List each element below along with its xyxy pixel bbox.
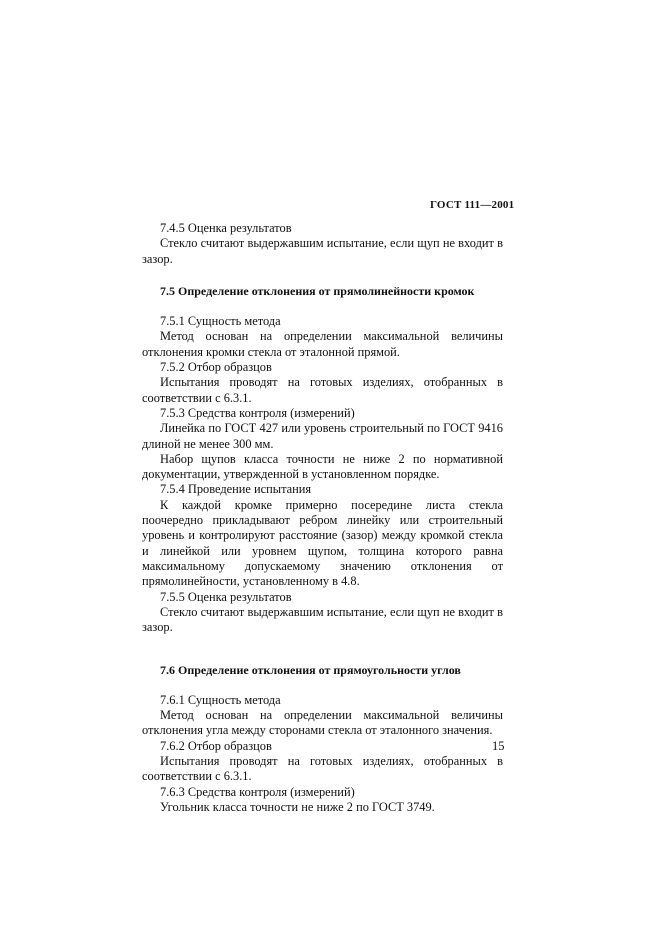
document-body: [142, 221, 503, 815]
paragraph-7-5-1: Метод основан на определении максимальной величины отклонения кромки стекла от эталонной прямой.: [142, 329, 503, 359]
paragraph-7-6-2: Испытания проводят на готовых изделиях, отобранных в соответствии с 6.3.1.: [142, 753, 503, 784]
paragraph-7-6-1: Метод основан на определении максимальной величины отклонения угла между сторонами стекла от эталонного значения.: [142, 708, 503, 738]
subsection-title-7-6-1: 7.6.1 Сущность метода: [160, 692, 281, 707]
paragraph-7-5-3-ruler: Линейка по ГОСТ 427 или уровень строительный по ГОСТ 9416 длиной не менее 300 мм.: [142, 421, 503, 451]
page-number: 15: [492, 739, 505, 753]
subsection-title-7-6-2: 7.6.2 Отбор образцов: [160, 738, 272, 753]
paragraph-7-5-3-feelers: Набор щупов класса точности не ниже 2 по нормативной документации, утвержденной в установленном порядке.: [142, 451, 503, 482]
subsection-title-7-5-5: 7.5.5 Оценка результатов: [160, 589, 292, 604]
subsection-title-7-5-2: 7.5.2 Отбор образцов: [160, 360, 272, 375]
paragraph-7-4-5: Стекло считают выдержавшим испытание, если щуп не входит в зазор.: [142, 236, 503, 266]
subsection-title-7-6-3: 7.6.3 Средства контроля (измерений): [160, 784, 355, 799]
section-heading-7-6: 7.6 Определение отклонения от прямоугольности углов: [160, 663, 461, 678]
paragraph-7-5-5: Стекло считают выдержавшим испытание, если щуп не входит в зазор.: [142, 604, 503, 635]
paragraph-7-5-4: К каждой кромке примерно посередине листа стекла поочередно прикладывают ребром линейку или строительный уровень и контролируют расстояние (зазор) между кромкой стекла и линейкой или уровнем щупом, толщина которого равна максимальному допускаемому значению отклонения от прямолинейности, установленному в 4.8.: [142, 497, 503, 589]
paragraph-7-6-3: Угольник класса точности не ниже 2 по ГОСТ 3749.: [160, 799, 435, 814]
subsection-title-7-5-1: 7.5.1 Сущность метода: [160, 314, 281, 329]
paragraph-7-5-2: Испытания проводят на готовых изделиях, отобранных в соответствии с 6.3.1.: [142, 375, 503, 405]
section-heading-7-5: 7.5 Определение отклонения от прямолинейности кромок: [160, 283, 475, 298]
subsection-title-7-5-4: 7.5.4 Проведение испытания: [160, 482, 312, 497]
subsection-title-7-4-5: 7.4.5 Оценка результатов: [160, 221, 292, 235]
document-code: ГОСТ 111—2001: [430, 199, 515, 211]
subsection-title-7-5-3: 7.5.3 Средства контроля (измерений): [160, 405, 355, 420]
